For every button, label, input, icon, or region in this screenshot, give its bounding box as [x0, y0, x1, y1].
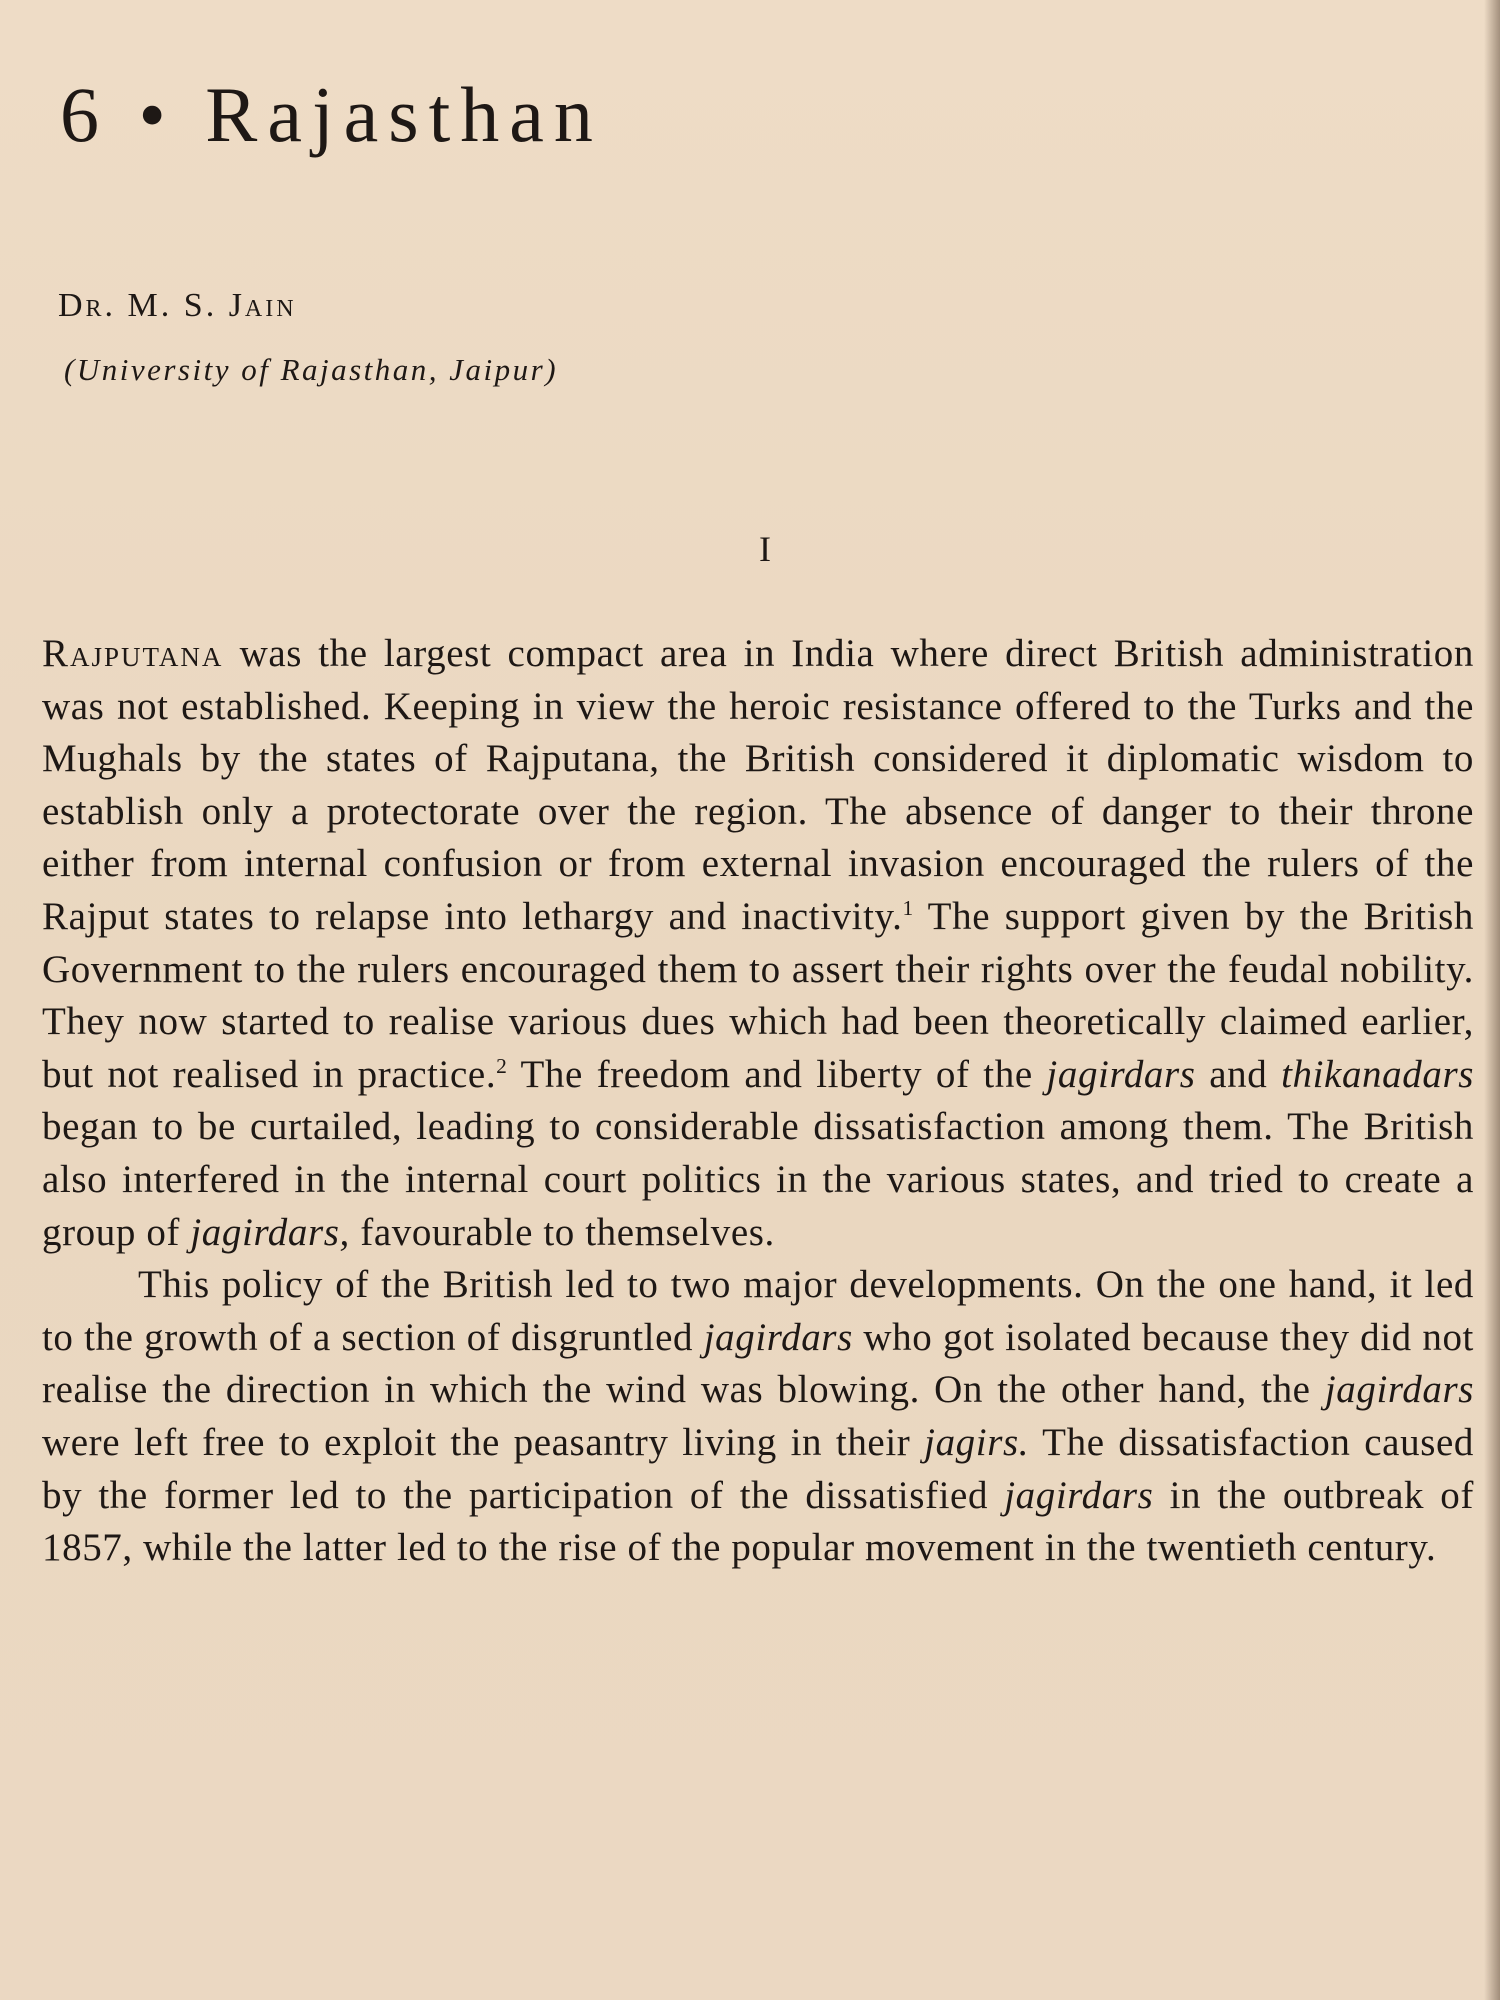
footnote-ref-1: 1 — [902, 895, 914, 920]
paragraph-1-text: and — [1195, 1052, 1282, 1096]
paragraph-1 — [42, 628, 1474, 1259]
italic-term: jagirdars — [1324, 1368, 1474, 1412]
italic-term: jagirs. — [924, 1420, 1030, 1464]
paragraph-1-text: was the largest compact area in India where direct British administration was not established. Keeping in view the heroic resistance offered to the Turks and the Mughals by the states of Rajputana, the British considered it diplomatic wisdom to establish only a protectorate over the region. The absence of danger to their throne either from internal confusion or from external invasion encouraged the rulers of the Rajput states to relapse into lethargy and inactivity. — [42, 632, 1474, 938]
italic-term: jagirdars — [703, 1315, 853, 1359]
italic-term: jagirdars, — [190, 1210, 350, 1254]
paragraph-2-text: were left free to exploit the peasantry living in their — [42, 1420, 925, 1464]
section-number: I — [759, 529, 771, 569]
italic-term: jagirdars — [1004, 1473, 1154, 1517]
footnote-ref-2: 2 — [496, 1053, 508, 1078]
paragraph-1-lead-word: Rajputana — [42, 632, 224, 675]
page-edge-shadow — [1484, 0, 1500, 2000]
paragraph-1-text: favourable to themselves. — [349, 1210, 775, 1254]
body-text — [42, 628, 1474, 1575]
author-affiliation: (University of Rajasthan, Jaipur) — [64, 352, 559, 387]
paragraph-1-text: The freedom and liberty of the — [507, 1052, 1047, 1096]
paragraph-2-text: who got isolated because they did not realise the direction in which the wind was blowing. On the other hand, the — [42, 1315, 1474, 1412]
paragraph-2-text: The dissatisfaction caused by the former led to the participation of the dissatisfied — [42, 1420, 1474, 1517]
paragraph-1-text: began to be curtailed, leading to considerable dissatisfaction among them. The British also interfered in the internal court politics in the various states, and tried to create a group of — [42, 1105, 1474, 1254]
author-name: Dr. M. S. Jain — [58, 287, 297, 324]
paragraph-1-text: The support given by the British Government to the rulers encouraged them to assert their rights over the feudal nobility. They now started to realise various dues which had been theoretically claimed earlier, but not realised in practice. — [42, 894, 1475, 1096]
chapter-title: 6 • Rajasthan — [60, 71, 603, 158]
italic-term: jagirdars — [1046, 1052, 1196, 1096]
italic-term: thikanadars — [1281, 1052, 1474, 1096]
paragraph-2-text: in the outbreak of 1857, while the latter led to the rise of the popular movement in the twentieth century. — [42, 1473, 1474, 1570]
paragraph-2 — [42, 1259, 1474, 1575]
paragraph-2-text: This policy of the British led to two major developments. On the one hand, it led to the growth of a section of disgruntled — [42, 1263, 1474, 1359]
